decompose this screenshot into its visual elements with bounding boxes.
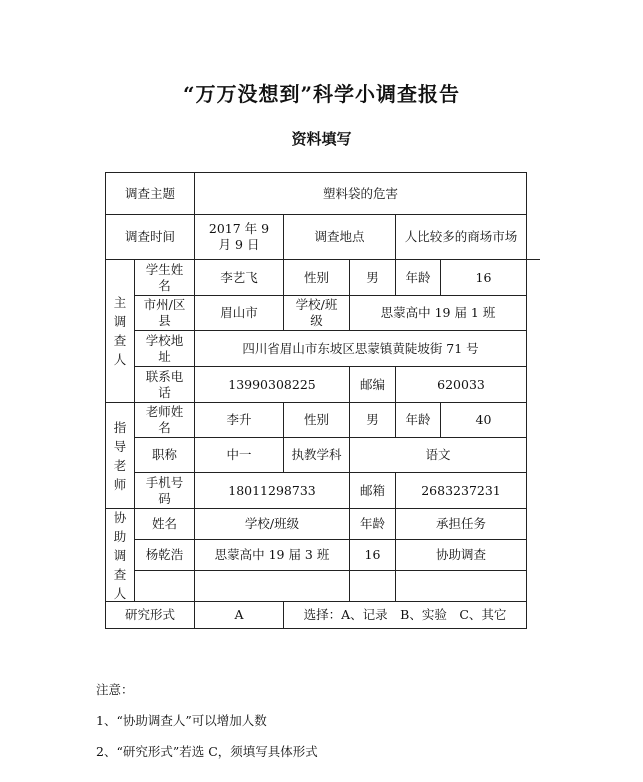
topic-value: 塑料袋的危害	[322, 185, 398, 201]
assistant-row-name: 杨乾浩	[145, 547, 184, 562]
teacher-email-label: 邮箱	[359, 482, 385, 498]
school-label: 学校/班级	[295, 297, 338, 328]
assistant-group-label: 协助调查人	[113, 509, 127, 601]
student-age-label: 年龄	[405, 269, 431, 285]
student-age-value: 16	[475, 269, 492, 285]
assistant-row-task: 协助调查	[435, 547, 486, 562]
assistant-row-age: 16	[364, 547, 381, 562]
teacher-subject-label: 执教学科	[291, 447, 342, 462]
assistant-header-age: 年龄	[359, 516, 385, 531]
postcode-value: 620033	[437, 376, 485, 392]
teacher-group-label: 指导老师	[113, 419, 127, 492]
place-label: 调查地点	[314, 229, 365, 244]
teacher-age-label: 年龄	[405, 412, 431, 427]
phone-label: 联系电话	[145, 368, 184, 400]
student-gender-value: 男	[366, 269, 379, 285]
report-title: “万万没想到”科学小调查报告	[182, 82, 460, 106]
city-label: 市州/区县	[143, 297, 186, 328]
research-form-choices: 选择：A、记录 B、实验 C、其它	[303, 607, 507, 622]
teacher-name-label: 老师姓名	[145, 404, 184, 435]
note-2: 2、“研究形式”若选 C，须填写具体形式	[96, 744, 318, 759]
assistant-row-school: 思蒙高中 19 届 3 班	[214, 547, 330, 562]
student-name-value: 李艺飞	[220, 269, 258, 285]
address-label: 学校地址	[145, 332, 184, 364]
assistant-header-task: 承担任务	[435, 516, 486, 531]
teacher-name-value: 李升	[226, 412, 252, 427]
time-value: 2017 年 9 月 9 日	[208, 221, 270, 252]
teacher-title-label: 职称	[151, 447, 177, 462]
student-name-label: 学生姓名	[145, 261, 184, 293]
student-gender-label: 性别	[303, 269, 329, 285]
time-label: 调查时间	[124, 229, 175, 244]
section-subtitle: 资料填写	[291, 130, 352, 148]
teacher-mobile-label: 手机号码	[145, 474, 184, 506]
research-form-label: 研究形式	[124, 607, 175, 622]
note-1: 1、“协助调查人”可以增加人数	[96, 713, 267, 728]
city-value: 眉山市	[220, 305, 258, 320]
place-value: 人比较多的商场市场	[404, 229, 518, 244]
teacher-age-value: 40	[475, 412, 492, 427]
research-form-value: A	[234, 607, 244, 622]
address-value: 四川省眉山市东坡区思蒙镇黄陡坡街 71 号	[242, 340, 479, 356]
notes-heading: 注意：	[96, 682, 134, 697]
assistant-header-school: 学校/班级	[244, 516, 300, 531]
teacher-title-value: 中一	[226, 447, 252, 462]
phone-value: 13990308225	[228, 376, 316, 392]
postcode-label: 邮编	[359, 376, 385, 392]
teacher-email-value: 2683237231	[421, 482, 501, 498]
assistant-header-name: 姓名	[151, 516, 177, 531]
main-investigator-group-label: 主调查人	[113, 295, 127, 367]
teacher-mobile-value: 18011298733	[228, 482, 316, 498]
topic-label: 调查主题	[124, 185, 175, 201]
teacher-gender-value: 男	[366, 412, 379, 427]
school-value: 思蒙高中 19 届 1 班	[380, 305, 496, 320]
teacher-gender-label: 性别	[303, 412, 329, 427]
teacher-subject-value: 语文	[425, 447, 451, 462]
